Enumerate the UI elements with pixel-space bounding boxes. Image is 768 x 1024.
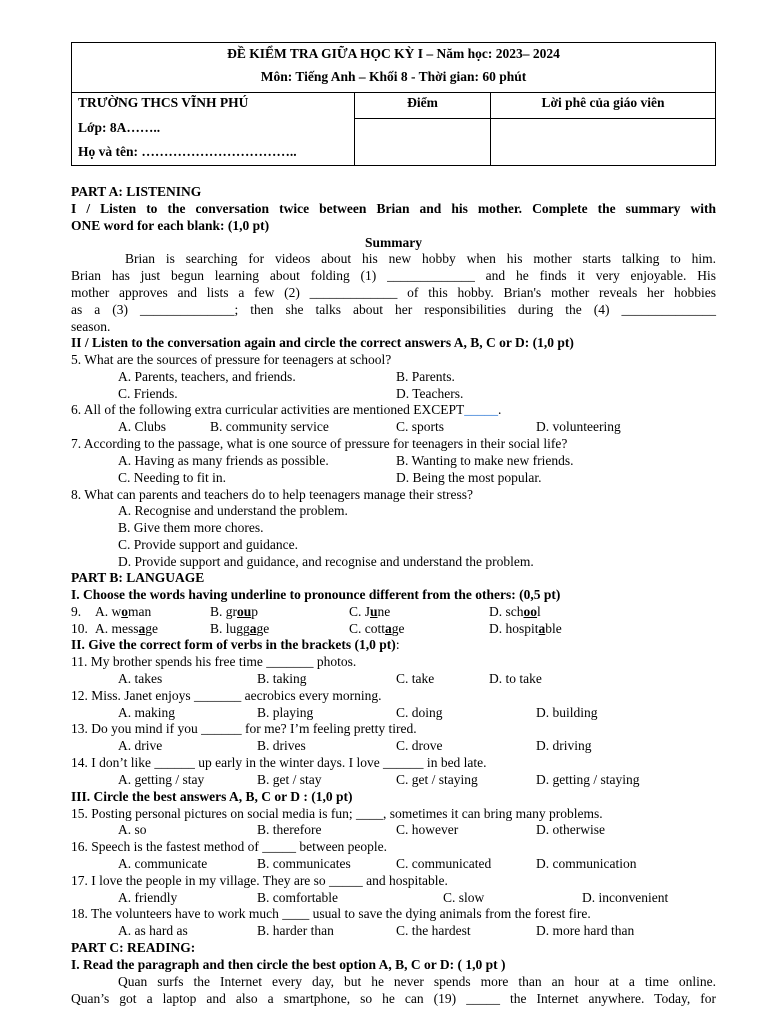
- summary-title: Summary: [365, 235, 422, 250]
- q18-option-c[interactable]: C. the hardest: [396, 923, 471, 938]
- q7-option-b[interactable]: B. Wanting to make new friends.: [396, 453, 574, 468]
- q9-d-underlined: oo: [523, 604, 537, 619]
- q10-a-underlined: a: [138, 621, 146, 636]
- part-a-task1-line1: I / Listen to the conversation twice between Brian and his mother. Complete the summary with: [71, 201, 716, 216]
- class-field: Lớp: 8A……..: [78, 120, 161, 135]
- score-divider: [355, 118, 490, 119]
- q6-stem-end: .: [498, 402, 502, 417]
- q9-option-a[interactable]: A. woman: [95, 604, 152, 619]
- q15-option-d[interactable]: D. otherwise: [536, 822, 605, 837]
- q14-option-d[interactable]: D. getting / staying: [536, 772, 640, 787]
- q9-option-b[interactable]: B. group: [210, 604, 259, 619]
- q14-option-a[interactable]: A. getting / stay: [118, 772, 205, 787]
- q9-b-underlined: ou: [237, 604, 252, 619]
- q5-option-c[interactable]: C. Friends.: [118, 386, 178, 401]
- q15-option-a[interactable]: A. so: [118, 822, 147, 837]
- q10-option-b[interactable]: B. luggage: [210, 621, 270, 636]
- q12-option-a[interactable]: A. making: [118, 705, 175, 720]
- q17-option-b[interactable]: B. comfortable: [257, 890, 338, 905]
- teacher-comment-label: Lời phê của giáo viên: [541, 95, 665, 110]
- q13-option-c[interactable]: C. drove: [396, 738, 443, 753]
- q12-option-b[interactable]: B. playing: [257, 705, 314, 720]
- part-b-heading: PART B: LANGUAGE: [71, 570, 205, 585]
- q15-stem: 15. Posting personal pictures on social media is fun; ____, sometimes it can bring many problems.: [71, 806, 603, 821]
- q12-option-d[interactable]: D. building: [536, 705, 598, 720]
- part-c-task1: I. Read the paragraph and then circle the best option A, B, C or D: ( 1,0 pt ): [71, 957, 506, 972]
- q9-option-d[interactable]: D. school: [489, 604, 541, 619]
- q15-option-b[interactable]: B. therefore: [257, 822, 322, 837]
- q5-option-a[interactable]: A. Parents, teachers, and friends.: [118, 369, 296, 384]
- q6-blank: _____: [464, 402, 499, 417]
- q9-number: 9.: [71, 604, 82, 619]
- q16-option-a[interactable]: A. communicate: [118, 856, 208, 871]
- q6-stem: [71, 401, 716, 418]
- q11-option-b[interactable]: B. taking: [257, 671, 307, 686]
- summary-line-1: Brian is searching for videos about his new hobby when his mother starts talking to him.: [125, 251, 716, 266]
- q10-option-a[interactable]: A. message: [95, 621, 158, 636]
- q11-option-d[interactable]: D. to take: [489, 671, 542, 686]
- summary-line-3: mother approves and lists a few (2) _____________ of this hobby. Brian's mother reveals her hobbies: [71, 285, 716, 300]
- q14-option-c[interactable]: C. get / staying: [396, 772, 478, 787]
- school-name: TRƯỜNG THCS VĨNH PHÚ: [78, 95, 249, 110]
- q8-option-d[interactable]: D. Provide support and guidance, and recognise and understand the problem.: [118, 554, 534, 569]
- q9-a-underlined: o: [121, 604, 128, 619]
- q10-d-underlined: a: [538, 621, 546, 636]
- part-b-task2: II. Give the correct form of verbs in the brackets (1,0 pt):: [71, 637, 400, 652]
- summary-line-5: season.: [71, 319, 111, 334]
- q10-option-d[interactable]: D. hospitable: [489, 621, 562, 636]
- q10-option-c[interactable]: C. cottage: [349, 621, 405, 636]
- q5-stem: 5. What are the sources of pressure for teenagers at school?: [71, 352, 392, 367]
- q16-option-b[interactable]: B. communicates: [257, 856, 351, 871]
- q15-option-c[interactable]: C. however: [396, 822, 459, 837]
- q6-option-a[interactable]: A. Clubs: [118, 419, 167, 434]
- q6-option-c[interactable]: C. sports: [396, 419, 445, 434]
- q18-option-d[interactable]: D. more hard than: [536, 923, 635, 938]
- summary-line-2: Brian has just begun learning about folding (1) _____________ and he finds it very enjoyable. His: [71, 268, 716, 283]
- q17-stem: 17. I love the people in my village. They are so _____ and hospitable.: [71, 873, 448, 888]
- q12-option-c[interactable]: C. doing: [396, 705, 443, 720]
- q13-option-b[interactable]: B. drives: [257, 738, 306, 753]
- q5-option-d[interactable]: D. Teachers.: [396, 386, 464, 401]
- q6-stem-text: 6. All of the following extra curricular activities are mentioned EXCEPT: [71, 402, 465, 417]
- exam-title: ĐỀ KIỂM TRA GIỮA HỌC KỲ I – Năm học: 2023– 2024: [227, 46, 560, 61]
- part-b-task1: I. Choose the words having underline to pronounce different from the others: (0,5 pt): [71, 587, 561, 602]
- student-name-field: Họ và tên: ……………………………..: [78, 144, 297, 159]
- q10-c-underlined: a: [385, 621, 392, 636]
- summary-line-4: as a (3) ______________; then she talks about her responsibilities during the (4) ______________: [71, 302, 716, 317]
- q13-stem: 13. Do you mind if you ______ for me? I’m feeling pretty tired.: [71, 721, 417, 736]
- q18-stem: 18. The volunteers have to work much ____ usual to save the dying animals from the forest fire.: [71, 906, 591, 921]
- q14-stem: 14. I don’t like ______ up early in the winter days. I love ______ in bed late.: [71, 755, 487, 770]
- q7-option-a[interactable]: A. Having as many friends as possible.: [118, 453, 329, 468]
- q18-option-b[interactable]: B. harder than: [257, 923, 334, 938]
- q5-option-b[interactable]: B. Parents.: [396, 369, 455, 384]
- student-info-cell: [72, 93, 355, 165]
- part-a-heading: PART A: LISTENING: [71, 184, 202, 199]
- q17-option-d[interactable]: D. inconvenient: [582, 890, 669, 905]
- q14-option-b[interactable]: B. get / stay: [257, 772, 322, 787]
- q11-option-a[interactable]: A. takes: [118, 671, 163, 686]
- part-a-task1-line2: ONE word for each blank: (1,0 pt): [71, 218, 270, 233]
- q7-option-d[interactable]: D. Being the most popular.: [396, 470, 542, 485]
- q7-stem: 7. According to the passage, what is one source of pressure for teenagers in their social life?: [71, 436, 568, 451]
- q17-option-c[interactable]: C. slow: [443, 890, 485, 905]
- q13-option-a[interactable]: A. drive: [118, 738, 163, 753]
- reading-paragraph-line-2: Quan’s got a laptop and also a smartphone, so he can (19) _____ the Internet anywhere. Today, for: [71, 991, 716, 1006]
- part-a-task2: II / Listen to the conversation again and circle the correct answers A, B, C or D: (1,0 pt): [71, 335, 574, 350]
- q11-option-c[interactable]: C. take: [396, 671, 435, 686]
- q8-stem: 8. What can parents and teachers do to help teenagers manage their stress?: [71, 487, 473, 502]
- exam-header-table: [71, 42, 716, 166]
- comment-divider: [491, 118, 715, 119]
- q16-option-d[interactable]: D. communication: [536, 856, 637, 871]
- q11-stem: 11. My brother spends his free time _______ photos.: [71, 654, 357, 669]
- q18-option-a[interactable]: A. as hard as: [118, 923, 188, 938]
- q16-stem: 16. Speech is the fastest method of _____ between people.: [71, 839, 388, 854]
- q6-option-b[interactable]: B. community service: [210, 419, 329, 434]
- q12-stem: 12. Miss. Janet enjoys _______ aecrobics every morning.: [71, 688, 382, 703]
- q8-option-a[interactable]: A. Recognise and understand the problem.: [118, 503, 348, 518]
- exam-subtitle: Môn: Tiếng Anh – Khối 8 - Thời gian: 60 phút: [260, 69, 527, 84]
- q8-option-b[interactable]: B. Give them more chores.: [118, 520, 264, 535]
- q6-option-d[interactable]: D. volunteering: [536, 419, 621, 434]
- q7-option-c[interactable]: C. Needing to fit in.: [118, 470, 226, 485]
- q9-option-c[interactable]: C. June: [349, 604, 391, 619]
- q10-b-underlined: a: [249, 621, 257, 636]
- q8-option-c[interactable]: C. Provide support and guidance.: [118, 537, 298, 552]
- reading-paragraph-line-1: Quan surfs the Internet every day, but he never spends more than an hour at a time online.: [118, 974, 716, 989]
- exam-title-cell: [72, 43, 715, 93]
- part-c-heading: PART C: READING:: [71, 940, 196, 955]
- teacher-comment-cell: [491, 93, 715, 165]
- q16-option-c[interactable]: C. communicated: [396, 856, 492, 871]
- q9-c-underlined: u: [370, 604, 378, 619]
- part-b-task3: III. Circle the best answers A, B, C or D : (1,0 pt): [71, 789, 353, 804]
- score-cell: [355, 93, 491, 165]
- q13-option-d[interactable]: D. driving: [536, 738, 592, 753]
- score-label: Điểm: [407, 95, 438, 110]
- q17-option-a[interactable]: A. friendly: [118, 890, 178, 905]
- q10-number: 10.: [71, 621, 88, 636]
